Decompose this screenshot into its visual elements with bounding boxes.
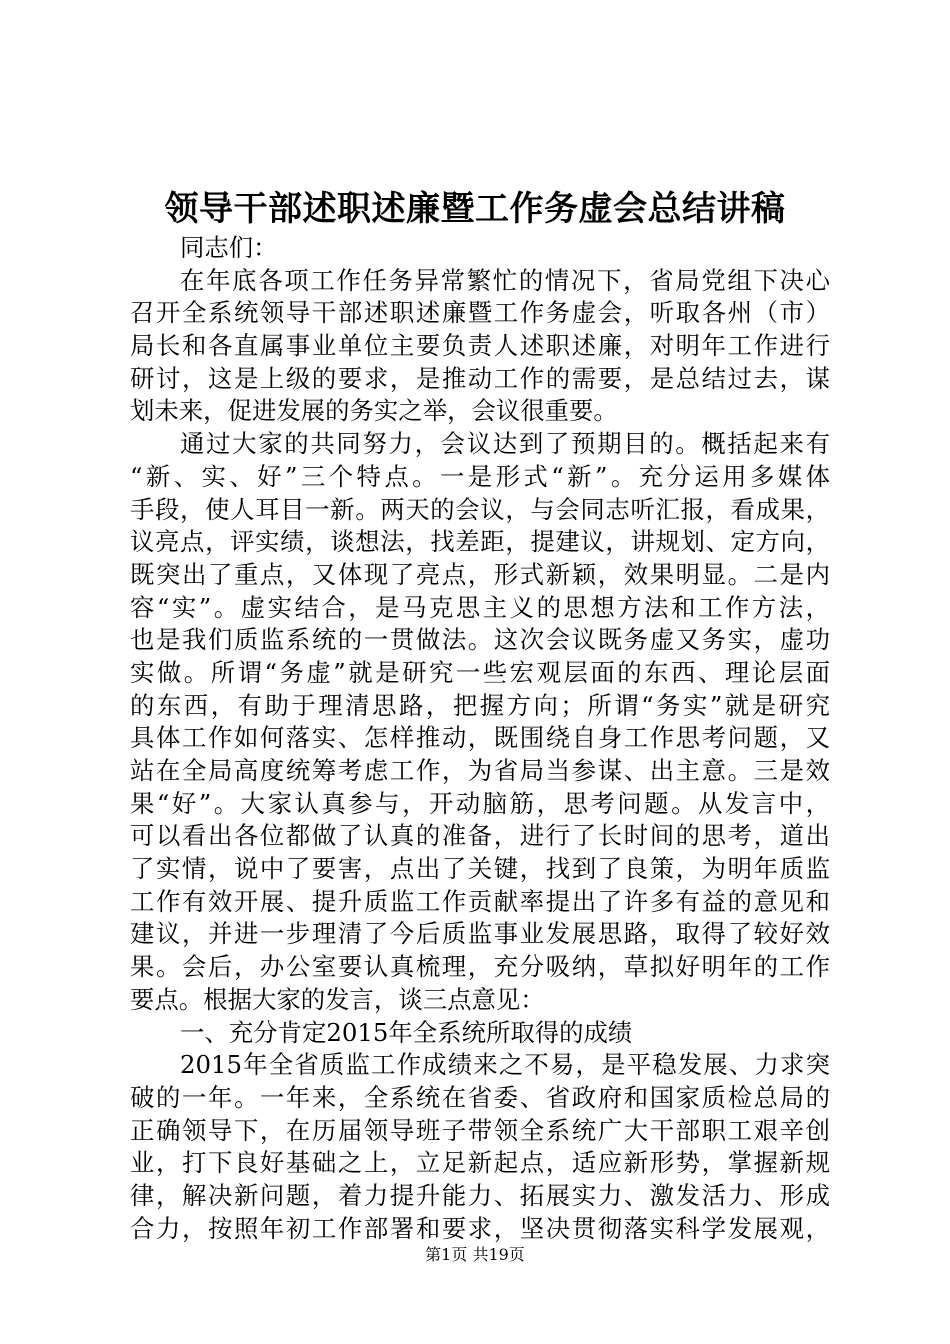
body-text-line: 通过大家的共同努力，会议达到了预期目的。概括起来有 [180, 429, 830, 459]
body-text-line: 也是我们质监系统的一贯做法。这次会议既务虚又务实，虚功 [130, 625, 830, 655]
body-text-line: 可以看出各位都做了认真的准备，进行了长时间的思考，道出 [130, 821, 830, 851]
body-text-line: 正确领导下，在历届领导班子带领全系统广大干部职工艰辛创 [130, 1115, 830, 1145]
body-text-line: 召开全系统领导干部述职述廉暨工作务虚会，听取各州（市） [130, 298, 830, 328]
body-text-line: 的东西，有助于理清思路，把握方向；所谓“务实”就是研究 [130, 690, 830, 720]
body-text-line: 破的一年。一年来，全系统在省委、省政府和国家质检总局的 [130, 1082, 830, 1112]
body-text-line: 实做。所谓“务虚”就是研究一些宏观层面的东西、理论层面 [130, 657, 830, 687]
body-text-line: 律，解决新问题，着力提升能力、拓展实力、激发活力、形成 [130, 1180, 830, 1210]
body-text-line: “新、实、好”三个特点。一是形式“新”。充分运用多媒体 [130, 461, 830, 491]
body-text-line: 局长和各直属事业单位主要负责人述职述廉，对明年工作进行 [130, 331, 830, 361]
body-text-line: 研讨，这是上级的要求，是推动工作的需要，是总结过去，谋 [130, 363, 830, 393]
page-number-footer: 第1页 共19页 [425, 1245, 525, 1264]
body-text-line: 手段，使人耳目一新。两天的会议，与会同志听汇报，看成果， [130, 494, 830, 524]
body-text-line: 容“实”。虚实结合，是马克思主义的思想方法和工作方法， [130, 592, 830, 622]
body-text-line: 果“好”。大家认真参与，开动脑筋，思考问题。从发言中， [130, 788, 830, 818]
body-text-line: 了实情，说中了要害，点出了关键，找到了良策，为明年质监 [130, 854, 830, 884]
document-title: 领导干部述职述廉暨工作务虚会总结讲稿 [164, 189, 786, 229]
body-text-line: 业，打下良好基础之上，立足新起点，适应新形势，掌握新规 [130, 1148, 830, 1178]
body-text-line: 合力，按照年初工作部署和要求，坚决贯彻落实科学发展观， [130, 1213, 830, 1243]
body-text-line: 同志们： [180, 233, 278, 262]
body-text-line: 工作有效开展、提升质监工作贡献率提出了许多有益的意见和 [130, 886, 830, 916]
body-text-line: 在年底各项工作任务异常繁忙的情况下，省局党组下决心 [180, 265, 830, 295]
body-text-line: 一、充分肯定2015年全系统所取得的成绩 [180, 1017, 633, 1047]
body-text-line: 要点。根据大家的发言，谈三点意见： [130, 984, 545, 1014]
body-text-line: 站在全局高度统筹考虑工作，为省局当参谋、出主意。三是效 [130, 756, 830, 785]
document-body [130, 232, 830, 1245]
body-text-line: 2015年全省质监工作成绩来之不易，是平稳发展、力求突 [180, 1050, 830, 1080]
body-text-line: 划未来，促进发展的务实之举，会议很重要。 [130, 396, 618, 426]
body-text-line: 既突出了重点，又体现了亮点，形式新颖，效果明显。二是内 [130, 559, 830, 589]
body-text-line: 建议，并进一步理清了今后质监事业发展思路，取得了较好效 [130, 919, 830, 949]
body-text-line: 议亮点，评实绩，谈想法，找差距，提建议，讲规划、定方向， [130, 527, 830, 557]
body-text-line: 果。会后，办公室要认真梳理，充分吸纳，草拟好明年的工作 [130, 952, 830, 982]
body-text-line: 具体工作如何落实、怎样推动，既围绕自身工作思考问题，又 [130, 723, 830, 753]
